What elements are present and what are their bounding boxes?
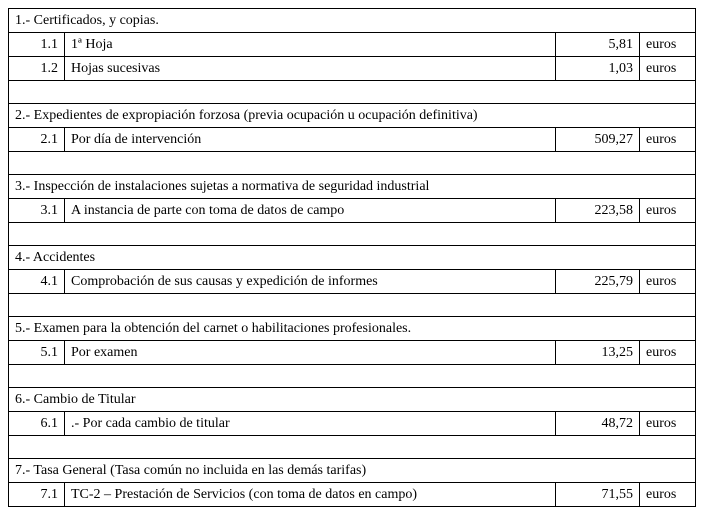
section-header-row — [9, 9, 696, 33]
spacer-row — [9, 365, 696, 388]
item-code: 6.1 — [9, 412, 65, 436]
section-title: 6.- Cambio de Titular — [9, 388, 696, 412]
spacer-cell — [9, 81, 696, 104]
item-unit: euros — [640, 33, 696, 57]
item-unit: euros — [640, 128, 696, 152]
item-unit: euros — [640, 270, 696, 294]
item-code: 2.1 — [9, 128, 65, 152]
section-title: 7.- Tasa General (Tasa común no incluida en las demás tarifas) — [9, 459, 696, 483]
item-code: 3.1 — [9, 199, 65, 223]
fee-table-body — [9, 9, 696, 507]
spacer-row — [9, 223, 696, 246]
item-amount: 509,27 — [556, 128, 640, 152]
item-code: 1.2 — [9, 57, 65, 81]
section-header-row — [9, 175, 696, 199]
spacer-cell — [9, 365, 696, 388]
spacer-row — [9, 152, 696, 175]
fee-item-row — [9, 270, 696, 294]
item-amount: 71,55 — [556, 483, 640, 507]
spacer-row — [9, 81, 696, 104]
fee-item-row — [9, 341, 696, 365]
spacer-cell — [9, 152, 696, 175]
section-title: 5.- Examen para la obtención del carnet o habilitaciones profesionales. — [9, 317, 696, 341]
item-unit: euros — [640, 412, 696, 436]
item-amount: 223,58 — [556, 199, 640, 223]
spacer-cell — [9, 436, 696, 459]
item-amount: 1,03 — [556, 57, 640, 81]
item-amount: 13,25 — [556, 341, 640, 365]
item-unit: euros — [640, 199, 696, 223]
item-unit: euros — [640, 57, 696, 81]
item-amount: 48,72 — [556, 412, 640, 436]
item-code: 7.1 — [9, 483, 65, 507]
section-header-row — [9, 246, 696, 270]
item-code: 1.1 — [9, 33, 65, 57]
item-code: 4.1 — [9, 270, 65, 294]
item-unit: euros — [640, 341, 696, 365]
item-description: Por día de intervención — [65, 128, 556, 152]
fee-table — [8, 8, 696, 507]
fee-item-row — [9, 199, 696, 223]
item-description: A instancia de parte con toma de datos de campo — [65, 199, 556, 223]
spacer-row — [9, 294, 696, 317]
item-amount: 225,79 — [556, 270, 640, 294]
item-description: Hojas sucesivas — [65, 57, 556, 81]
item-description: .- Por cada cambio de titular — [65, 412, 556, 436]
item-description: 1ª Hoja — [65, 33, 556, 57]
fee-item-row — [9, 483, 696, 507]
fee-item-row — [9, 412, 696, 436]
section-title: 4.- Accidentes — [9, 246, 696, 270]
spacer-cell — [9, 223, 696, 246]
fee-item-row — [9, 128, 696, 152]
section-header-row — [9, 459, 696, 483]
item-description: Comprobación de sus causas y expedición de informes — [65, 270, 556, 294]
item-description: Por examen — [65, 341, 556, 365]
item-description: TC-2 – Prestación de Servicios (con toma de datos en campo) — [65, 483, 556, 507]
section-title: 2.- Expedientes de expropiación forzosa (previa ocupación u ocupación definitiva) — [9, 104, 696, 128]
item-amount: 5,81 — [556, 33, 640, 57]
fee-item-row — [9, 57, 696, 81]
section-header-row — [9, 388, 696, 412]
section-title: 3.- Inspección de instalaciones sujetas a normativa de seguridad industrial — [9, 175, 696, 199]
spacer-cell — [9, 294, 696, 317]
item-code: 5.1 — [9, 341, 65, 365]
fee-item-row — [9, 33, 696, 57]
item-unit: euros — [640, 483, 696, 507]
spacer-row — [9, 436, 696, 459]
section-header-row — [9, 104, 696, 128]
section-title: 1.- Certificados, y copias. — [9, 9, 696, 33]
section-header-row — [9, 317, 696, 341]
